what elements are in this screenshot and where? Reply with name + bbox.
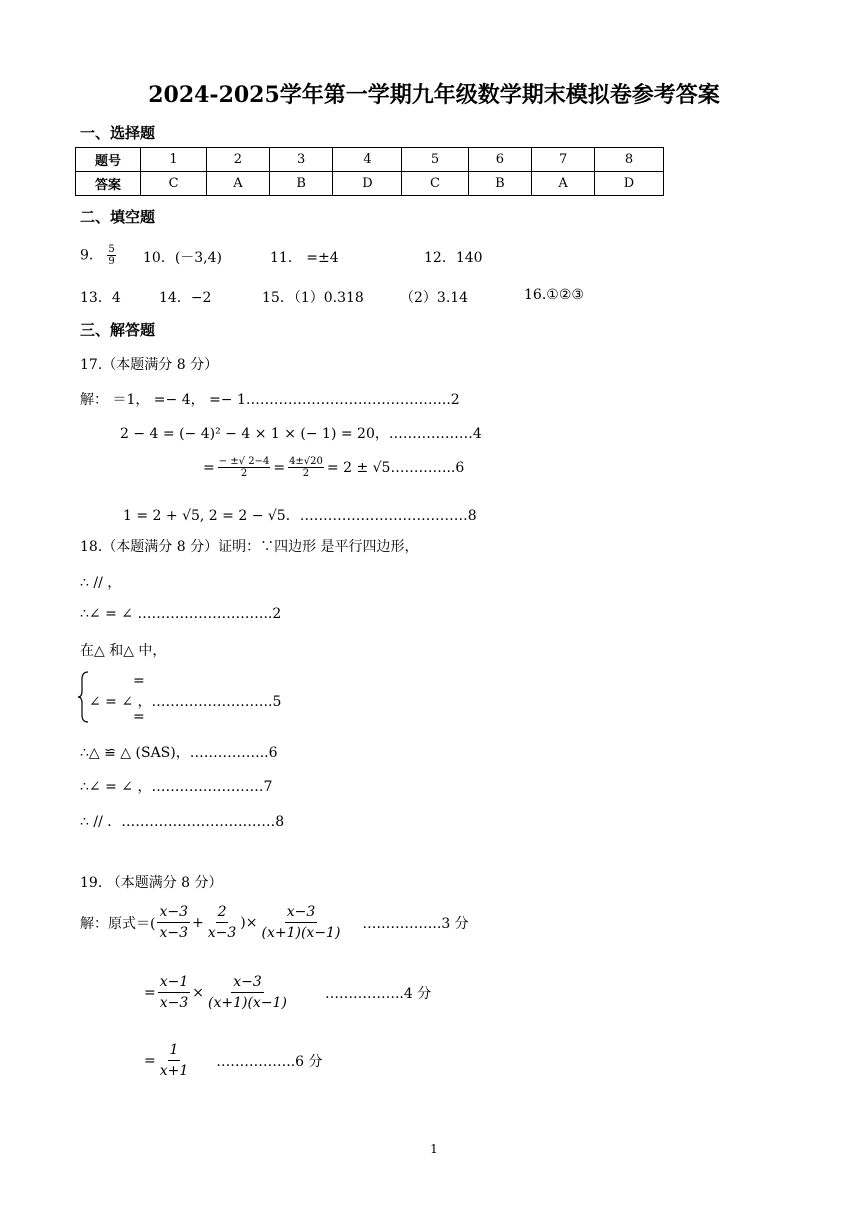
q18-line6: ∴ // ．……………………………8 xyxy=(80,814,285,830)
q17-line4: 1 = 2 + √5, 2 = 2 − √5．………………………………8 xyxy=(123,508,477,524)
table-cell: 2 xyxy=(207,148,270,172)
q19-l3-prefix: = xyxy=(144,1052,156,1069)
q18-line3: 在△ 和△ 中， xyxy=(80,643,167,659)
section-heading-fill: 二、填空题 xyxy=(80,208,156,226)
fraction-denominator: (x+1)(x−1) xyxy=(208,995,287,1011)
q18-system-line1: = xyxy=(133,673,145,689)
answer-table xyxy=(75,147,664,196)
q19-l1-score: ……………..3 分 xyxy=(362,915,469,932)
table-cell: B xyxy=(269,172,333,196)
fraction-numerator: x−3 xyxy=(231,972,264,993)
fraction-numerator: x−3 xyxy=(157,902,190,923)
q19-l1-mid: )× xyxy=(240,914,258,931)
q17-fraction-value xyxy=(288,456,324,479)
q17-formula-numerator: − ±√ 2−4 xyxy=(218,456,270,467)
q17-line1: 解： ＝1， =− 4， =− 1……………………………………..2 xyxy=(80,392,460,408)
table-cell: A xyxy=(207,172,270,196)
table-row-header: 题号 xyxy=(76,148,141,172)
answer-q10: 10．(－3,4) xyxy=(143,250,223,266)
q18-system-line2: ∠ = ∠ ，……………………..5 xyxy=(89,694,282,710)
q19-line2 xyxy=(144,972,431,1013)
table-cell: A xyxy=(532,172,595,196)
q19-fraction xyxy=(158,1040,191,1081)
fraction-numerator: 1 xyxy=(168,1040,181,1061)
q19-line3 xyxy=(144,1040,323,1081)
fraction-numerator: x−1 xyxy=(158,972,191,993)
table-cell: C xyxy=(402,172,468,196)
q19-fraction xyxy=(157,902,190,943)
q18-system-line3: = xyxy=(133,709,145,725)
q9-label: 9． xyxy=(80,247,103,264)
q19-fraction xyxy=(260,902,343,943)
table-cell: D xyxy=(333,172,402,196)
table-cell: C xyxy=(141,172,207,196)
table-row xyxy=(76,148,664,172)
answer-q11: 11． =±4 xyxy=(270,250,339,266)
q9-fraction xyxy=(107,244,115,267)
q17-formula-denominator: 2 xyxy=(240,468,248,479)
q18-line2: ∴∠ = ∠ ………………………..2 xyxy=(80,606,282,622)
q17-value-denominator: 2 xyxy=(302,468,310,479)
q9-numerator: 5 xyxy=(108,244,115,255)
q17-header: 17.（本题满分 8 分） xyxy=(80,357,219,373)
table-cell: D xyxy=(594,172,663,196)
q19-l2-score: ……………..4 分 xyxy=(324,985,432,1002)
q18-line4: ∴△ ≌ △ (SAS)，……………..6 xyxy=(80,745,278,761)
table-cell: 3 xyxy=(269,148,333,172)
answer-q9 xyxy=(80,244,116,267)
table-row-header: 答案 xyxy=(76,172,141,196)
answer-q16: 16.①②③ xyxy=(524,287,584,303)
q18-line1: ∴ // ， xyxy=(80,575,122,591)
fraction-denominator: x−3 xyxy=(159,925,189,941)
answer-q13: 13．4 xyxy=(80,290,121,306)
q19-fraction xyxy=(206,972,289,1013)
q17-equals: = xyxy=(203,459,215,476)
q18-line5: ∴∠ = ∠ ，……………………7 xyxy=(80,779,273,795)
section-heading-choice: 一、选择题 xyxy=(80,124,156,142)
q18-header: 18.（本题满分 8 分）证明：∵四边形 是平行四边形， xyxy=(80,539,419,555)
q9-denominator: 9 xyxy=(108,256,115,267)
q19-l1-prefix: 解：原式＝( xyxy=(80,915,156,932)
q17-value-numerator: 4±√20 xyxy=(289,456,323,467)
table-cell: 4 xyxy=(333,148,402,172)
q19-header: 19. （本题满分 8 分） xyxy=(80,875,223,891)
answer-q14: 14．−2 xyxy=(159,290,212,306)
fraction-numerator: x−3 xyxy=(285,902,318,923)
fraction-denominator: x+1 xyxy=(159,1063,189,1079)
q19-fraction xyxy=(158,972,191,1013)
q19-l2-prefix: = xyxy=(144,984,156,1001)
fraction-denominator: x−3 xyxy=(207,925,237,941)
q17-line3 xyxy=(203,456,464,479)
answer-q15b: （2）3.14 xyxy=(400,290,469,306)
section-heading-solve: 三、解答题 xyxy=(80,321,156,339)
page-number: 1 xyxy=(430,1142,438,1156)
answer-q15a: 15．（1）0.318 xyxy=(262,290,364,306)
table-cell: 1 xyxy=(141,148,207,172)
q17-line2: 2 − 4 = (− 4)² − 4 × 1 × (− 1) = 20，………………4 xyxy=(120,426,482,442)
q19-l3-score: ……………..6 分 xyxy=(216,1053,323,1070)
fraction-denominator: x−3 xyxy=(159,995,189,1011)
table-cell: 5 xyxy=(402,148,468,172)
plus-sign: + xyxy=(192,914,204,931)
q17-equals-2: = xyxy=(273,459,286,476)
fraction-denominator: (x+1)(x−1) xyxy=(261,925,341,941)
q19-fraction xyxy=(206,902,239,943)
table-cell: 6 xyxy=(468,148,532,172)
q17-result: = 2 ± √5…………..6 xyxy=(326,459,465,476)
q17-fraction-formula xyxy=(218,456,271,479)
table-cell: B xyxy=(468,172,532,196)
page-title: 2024-2025学年第一学期九年级数学期末模拟卷参考答案 xyxy=(148,82,720,108)
times-sign: × xyxy=(192,984,205,1001)
q19-line1 xyxy=(80,902,469,943)
table-cell: 8 xyxy=(594,148,663,172)
answer-q12: 12．140 xyxy=(424,250,483,266)
table-row xyxy=(76,172,664,196)
table-cell: 7 xyxy=(532,148,595,172)
fraction-numerator: 2 xyxy=(216,902,229,923)
